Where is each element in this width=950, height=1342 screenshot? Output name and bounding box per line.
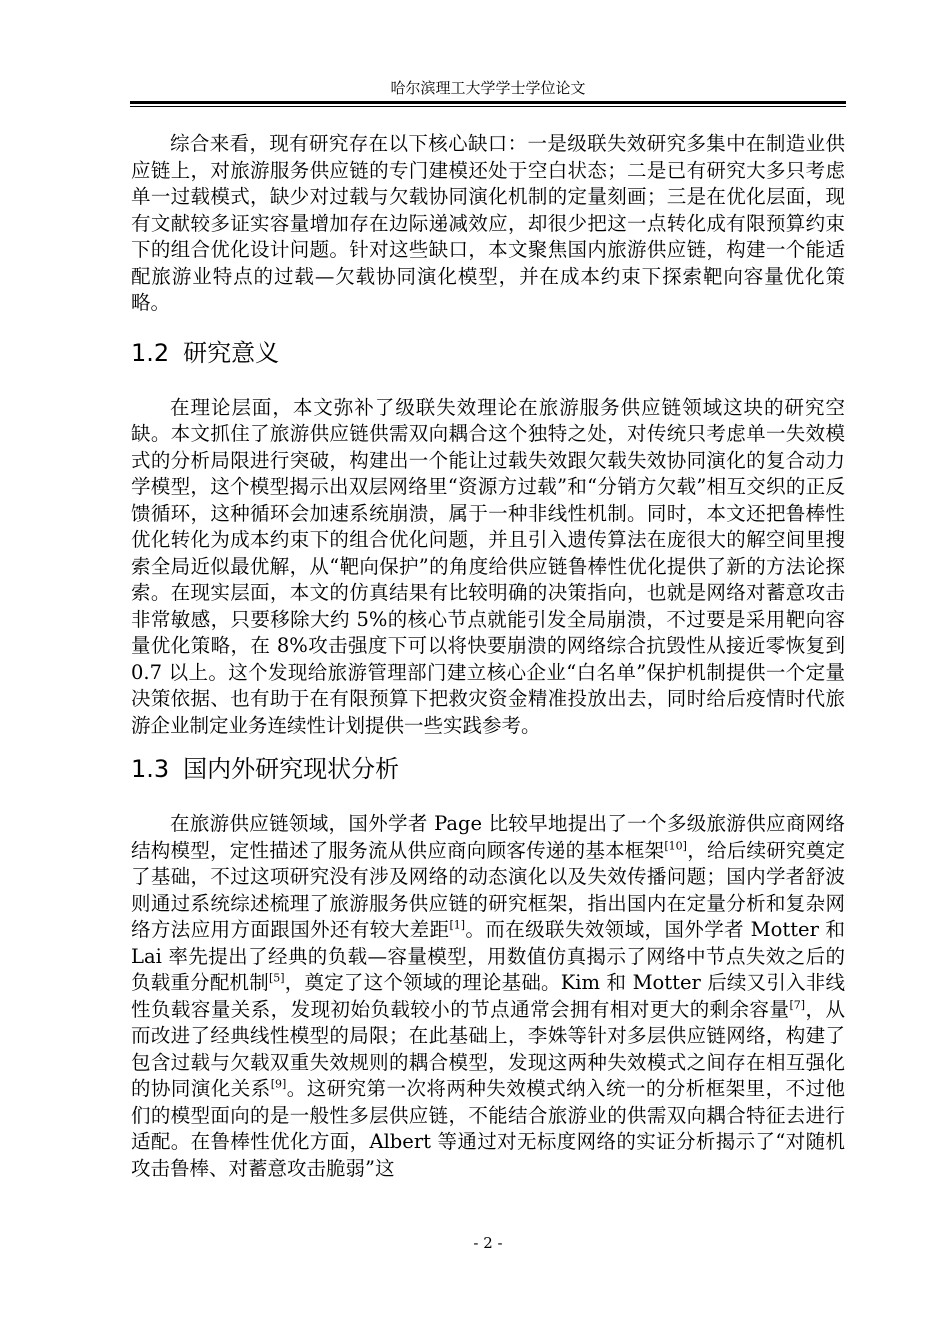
section-title: 研究意义 bbox=[183, 338, 280, 367]
section-number: 1.3 bbox=[131, 755, 170, 783]
paragraph-research-gaps: 综合来看，现有研究存在以下核心缺口：一是级联失效研究多集中在制造业供应链上，对旅游服务供应链的专门建模还处于空白状态；二是已有研究大多只考虑单一过载模式，缺少对过载与欠载协同演化机制的定量刻画；三是在优化层面，现有文献较多证实容量增加存在边际递减效应，却很少把这一点转化成有限预算约束下的组合优化设计问题。针对这些缺口，本文聚焦国内旅游供应链，构建一个能适配旅游业特点的过载—欠载协同演化模型，并在成本约束下探索靶向容量优化策略。 bbox=[131, 132, 845, 314]
paragraph-literature-review bbox=[131, 811, 845, 1182]
page-number: - 2 - bbox=[473, 1234, 503, 1252]
section-title: 国内外研究现状分析 bbox=[183, 755, 400, 783]
header-rule-thin bbox=[130, 106, 846, 107]
section-heading-research-significance bbox=[131, 337, 845, 369]
citation-ref: [9] bbox=[270, 1077, 287, 1091]
citation-ref: [10] bbox=[664, 839, 687, 852]
citation-ref: [7] bbox=[789, 998, 806, 1011]
header-rule-thick bbox=[130, 101, 846, 104]
text-segment: 在旅游供应链领域，国外学者 Page 比较早地提出了一个多级旅游供应商网络结构模型，定性描述了服务流从供应商向顾客传递的基本框架 bbox=[131, 812, 845, 862]
text-segment: ，奠定了这个领域的理论基础。Kim 和 Motter 后续又引入非线性负载容量关系，发现初始负载较小的节点通常会拥有相对更大的剩余容量 bbox=[131, 971, 845, 1021]
citation-ref: [1] bbox=[449, 918, 466, 932]
page-body bbox=[131, 131, 845, 1182]
text-segment: 。这研究第一次将两种失效模式纳入统一的分析框架里，不过他们的模型面向的是一般性多层供应链，不能结合旅游业的供需双向耦合特征去进行适配。在鲁棒性优化方面，Albert 等通过对无标度网络的实证分析揭示了“对随机攻击鲁棒、对蓄意攻击脆弱”这 bbox=[131, 1077, 845, 1180]
citation-ref: [5] bbox=[268, 971, 285, 985]
section-number: 1.2 bbox=[131, 338, 170, 367]
paragraph-research-significance: 在理论层面，本文弥补了级联失效理论在旅游服务供应链领域这块的研究空缺。本文抓住了旅游供应链供需双向耦合这个独特之处，对传统只考虑单一失效模式的分析局限进行突破，构建出一个能让过载失效跟欠载失效协同演化的复合动力学模型，这个模型揭示出双层网络里“资源方过载”和“分销方欠载”相互交织的正反馈循环，这种循环会加速系统崩溃，属于一种非线性机制。同时，本文还把鲁棒性优化转化为成本约束下的组合优化问题，并且引入遗传算法在庞很大的解空间里搜索全局近似最优解，从“靶向保护”的角度给供应链鲁棒性优化提供了新的方法论探索。在现实层面，本文的仿真结果有比较明确的决策指向，也就是网络对蓄意攻击非常敏感，只要移除大约 5%的核心节点就能引发全局崩溃，不过要是采用靶向容量优化策略，在 8%攻击强度下可以将快要崩溃的网络综合抗毁性从接近零恢复到 0.7 以上。这个发现给旅游管理部门建立核心企业“白名单”保护机制提供一个定量决策依据、也有助于在有限预算下把救灾资金精准投放出去，同时给后疫情时代旅游企业制定业务连续性计划提供一些实践参考。 bbox=[131, 395, 845, 737]
text-segment: ，从而改进了经典线性模型的局限；在此基础上，李姝等针对多层供应链网络，构建了包含过载与欠载双重失效规则的耦合模型，发现这两种失效模式之间存在相互强化的协同演化关系 bbox=[131, 997, 845, 1100]
section-heading-literature-review bbox=[131, 753, 845, 785]
running-header: 哈尔滨理工大学学士学位论文 bbox=[390, 79, 586, 97]
text-segment: 。而在级联失效领域，国外学者 Motter 和 Lai 率先提出了经典的负载—容量模型，用数值仿真揭示了网络中节点失效之后的负载重分配机制 bbox=[131, 918, 845, 994]
text-segment: ，给后续研究奠定了基础，不过这项研究没有涉及网络的动态演化以及失效传播问题；国内学者舒波则通过系统综述梳理了旅游服务供应链的研究框架，指出国内在定量分析和复杂网络方法应用方面跟国外还有较大差距 bbox=[131, 838, 845, 941]
